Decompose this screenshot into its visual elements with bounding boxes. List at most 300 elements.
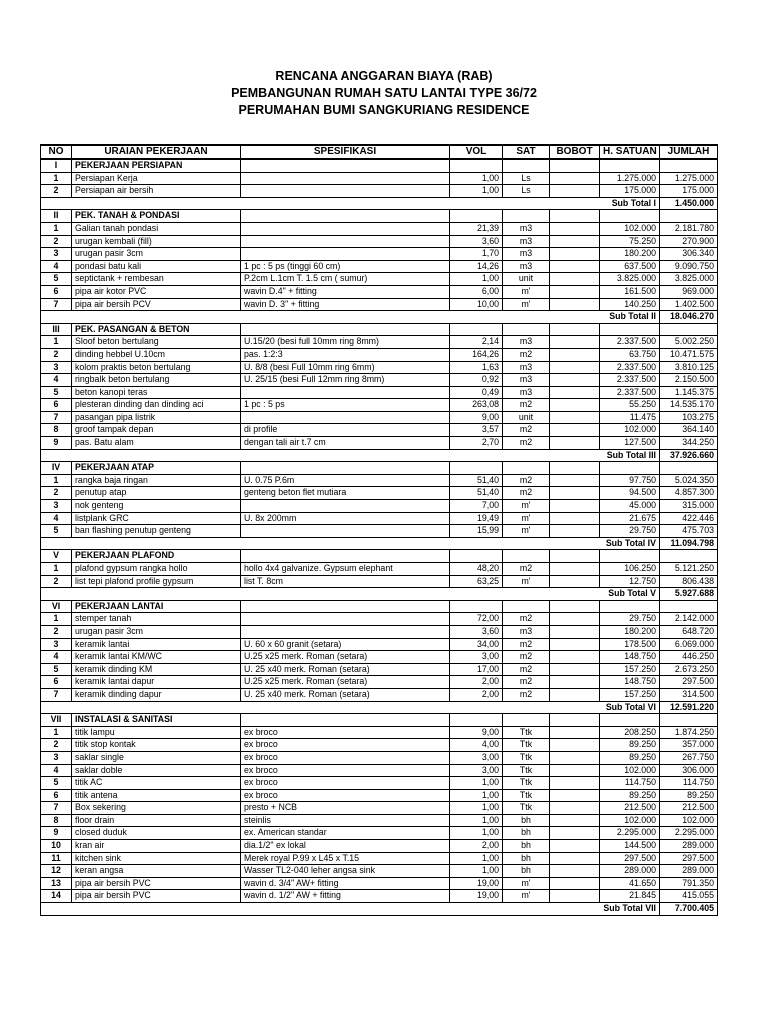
table-row xyxy=(41,563,718,576)
spesifikasi-cell xyxy=(241,462,450,475)
subtotal-row xyxy=(41,537,718,550)
subtotal-row xyxy=(41,903,718,916)
harga-cell: 180.200 xyxy=(600,248,660,261)
sat-cell: Ttk xyxy=(503,764,550,777)
item-number: 6 xyxy=(41,676,72,689)
section-number: VII xyxy=(41,714,72,727)
blank-cell xyxy=(41,588,72,601)
table-row xyxy=(41,500,718,513)
vol-cell: 1,00 xyxy=(450,827,503,840)
uraian-cell: kran air xyxy=(72,840,241,853)
uraian-cell: pipa air kotor PVC xyxy=(72,285,241,298)
vol-cell xyxy=(450,159,503,172)
blank-cell xyxy=(503,588,550,601)
subtotal-value: 1.450.000 xyxy=(660,197,718,210)
blank-cell xyxy=(450,588,503,601)
table-row xyxy=(41,336,718,349)
bobot-cell xyxy=(550,638,600,651)
table-row xyxy=(41,613,718,626)
table-row xyxy=(41,663,718,676)
item-number: 8 xyxy=(41,424,72,437)
spesifikasi-cell: U. 8x 200mm xyxy=(241,512,450,525)
vol-cell: 0,92 xyxy=(450,374,503,387)
jumlah-cell xyxy=(660,159,718,172)
harga-cell: 75.250 xyxy=(600,235,660,248)
sat-cell: m3 xyxy=(503,625,550,638)
bobot-cell xyxy=(550,185,600,198)
bobot-cell xyxy=(550,323,600,336)
uraian-cell: beton kanopi teras xyxy=(72,386,241,399)
sat-cell: m' xyxy=(503,285,550,298)
uraian-cell: nok genteng xyxy=(72,500,241,513)
vol-cell: 164,26 xyxy=(450,348,503,361)
sat-cell: m3 xyxy=(503,260,550,273)
vol-cell: 3,60 xyxy=(450,625,503,638)
jumlah-cell xyxy=(660,210,718,223)
sat-cell: bh xyxy=(503,865,550,878)
table-row xyxy=(41,625,718,638)
bobot-cell xyxy=(550,613,600,626)
harga-cell xyxy=(600,159,660,172)
blank-cell xyxy=(41,903,72,916)
jumlah-cell: 1.874.250 xyxy=(660,726,718,739)
blank-cell xyxy=(41,701,72,714)
rab-table xyxy=(40,144,718,916)
blank-cell xyxy=(241,903,450,916)
jumlah-cell: 2.181.780 xyxy=(660,222,718,235)
harga-cell: 102.000 xyxy=(600,764,660,777)
jumlah-cell: 2.673.250 xyxy=(660,663,718,676)
bobot-cell xyxy=(550,890,600,903)
subtotal-row xyxy=(41,588,718,601)
sat-cell: m' xyxy=(503,890,550,903)
harga-cell: 1.275.000 xyxy=(600,172,660,185)
vol-cell: 7,00 xyxy=(450,500,503,513)
bobot-cell xyxy=(550,260,600,273)
uraian-cell: kitchen sink xyxy=(72,852,241,865)
sat-cell: bh xyxy=(503,814,550,827)
blank-cell xyxy=(72,903,241,916)
harga-cell: 102.000 xyxy=(600,424,660,437)
subtotal-value: 37.926.660 xyxy=(660,449,718,462)
table-row xyxy=(41,348,718,361)
item-number: 13 xyxy=(41,877,72,890)
blank-cell xyxy=(241,588,450,601)
section-row xyxy=(41,600,718,613)
sat-cell: m2 xyxy=(503,424,550,437)
table-row xyxy=(41,374,718,387)
section-title: PEK. PASANGAN & BETON xyxy=(72,323,241,336)
spesifikasi-cell: 1 pc : 5 ps xyxy=(241,399,450,412)
col-header-uraian: URAIAN PEKERJAAN xyxy=(72,145,241,159)
jumlah-cell: 89.250 xyxy=(660,789,718,802)
sat-cell: m2 xyxy=(503,563,550,576)
jumlah-cell: 103.275 xyxy=(660,411,718,424)
jumlah-cell xyxy=(660,323,718,336)
bobot-cell xyxy=(550,500,600,513)
table-row xyxy=(41,487,718,500)
sat-cell: Ttk xyxy=(503,739,550,752)
harga-cell: 157.250 xyxy=(600,663,660,676)
section-number: II xyxy=(41,210,72,223)
vol-cell: 51,40 xyxy=(450,487,503,500)
col-header-harga-satuan: H. SATUAN xyxy=(600,145,660,159)
bobot-cell xyxy=(550,877,600,890)
item-number: 14 xyxy=(41,890,72,903)
sat-cell xyxy=(503,714,550,727)
item-number: 5 xyxy=(41,273,72,286)
spesifikasi-cell xyxy=(241,386,450,399)
bobot-cell xyxy=(550,575,600,588)
subtotal-value: 18.046.270 xyxy=(660,311,718,324)
harga-cell: 89.250 xyxy=(600,739,660,752)
jumlah-cell: 2.142.000 xyxy=(660,613,718,626)
jumlah-cell: 314.500 xyxy=(660,688,718,701)
item-number: 1 xyxy=(41,474,72,487)
spesifikasi-cell: wavin d. 1/2" AW + fitting xyxy=(241,890,450,903)
item-number: 12 xyxy=(41,865,72,878)
item-number: 1 xyxy=(41,336,72,349)
spesifikasi-cell xyxy=(241,500,450,513)
sat-cell xyxy=(503,159,550,172)
jumlah-cell xyxy=(660,550,718,563)
bobot-cell xyxy=(550,210,600,223)
item-number: 4 xyxy=(41,260,72,273)
spesifikasi-cell: ex broco xyxy=(241,726,450,739)
jumlah-cell xyxy=(660,714,718,727)
blank-cell xyxy=(241,197,450,210)
uraian-cell: floor drain xyxy=(72,814,241,827)
blank-cell xyxy=(450,903,503,916)
jumlah-cell: 3.825.000 xyxy=(660,273,718,286)
vol-cell: 6,00 xyxy=(450,285,503,298)
vol-cell: 2,70 xyxy=(450,437,503,450)
harga-cell: 102.000 xyxy=(600,814,660,827)
vol-cell: 9,00 xyxy=(450,726,503,739)
spesifikasi-cell: P.2cm L.1cm T. 1.5 cm ( sumur) xyxy=(241,273,450,286)
section-title: PEK. TANAH & PONDASI xyxy=(72,210,241,223)
uraian-cell: plafond gypsum rangka hollo xyxy=(72,563,241,576)
table-row xyxy=(41,437,718,450)
jumlah-cell: 306.340 xyxy=(660,248,718,261)
location-title: PERUMAHAN BUMI SANGKURIANG RESIDENCE xyxy=(238,103,530,117)
sat-cell: Ttk xyxy=(503,789,550,802)
uraian-cell: keran angsa xyxy=(72,865,241,878)
sat-cell: Ttk xyxy=(503,751,550,764)
blank-cell xyxy=(550,903,600,916)
item-number: 3 xyxy=(41,638,72,651)
spesifikasi-cell: presto + NCB xyxy=(241,802,450,815)
table-row xyxy=(41,688,718,701)
table-row xyxy=(41,361,718,374)
item-number: 9 xyxy=(41,827,72,840)
uraian-cell: keramik lantai xyxy=(72,638,241,651)
jumlah-cell: 297.500 xyxy=(660,676,718,689)
uraian-cell: ban flashing penutup genteng xyxy=(72,525,241,538)
spesifikasi-cell xyxy=(241,613,450,626)
harga-cell: 208.250 xyxy=(600,726,660,739)
harga-cell: 637.500 xyxy=(600,260,660,273)
harga-cell: 148.750 xyxy=(600,651,660,664)
sat-cell xyxy=(503,550,550,563)
bobot-cell xyxy=(550,399,600,412)
spesifikasi-cell: dia.1/2" ex lokal xyxy=(241,840,450,853)
subtotal-row xyxy=(41,449,718,462)
section-title: PEKERJAAN ATAP xyxy=(72,462,241,475)
col-header-vol: VOL xyxy=(450,145,503,159)
item-number: 4 xyxy=(41,512,72,525)
table-header-row xyxy=(41,145,718,159)
item-number: 1 xyxy=(41,172,72,185)
blank-cell xyxy=(450,197,503,210)
harga-cell: 212.500 xyxy=(600,802,660,815)
harga-cell: 55.250 xyxy=(600,399,660,412)
jumlah-cell: 297.500 xyxy=(660,852,718,865)
table-row xyxy=(41,802,718,815)
subtotal-row xyxy=(41,311,718,324)
bobot-cell xyxy=(550,172,600,185)
subtotal-label: Sub Total II xyxy=(600,311,660,324)
jumlah-cell: 2.150.500 xyxy=(660,374,718,387)
table-row xyxy=(41,285,718,298)
spesifikasi-cell xyxy=(241,411,450,424)
vol-cell: 3,57 xyxy=(450,424,503,437)
bobot-cell xyxy=(550,739,600,752)
jumlah-cell: 175.000 xyxy=(660,185,718,198)
blank-cell xyxy=(241,701,450,714)
table-row xyxy=(41,676,718,689)
section-title: INSTALASI & SANITASI xyxy=(72,714,241,727)
uraian-cell: pondasi batu kali xyxy=(72,260,241,273)
table-row xyxy=(41,739,718,752)
bobot-cell xyxy=(550,361,600,374)
vol-cell: 17,00 xyxy=(450,663,503,676)
subtotal-value: 12.591.220 xyxy=(660,701,718,714)
jumlah-cell: 446.250 xyxy=(660,651,718,664)
vol-cell: 3,60 xyxy=(450,235,503,248)
spesifikasi-cell: ex broco xyxy=(241,739,450,752)
spesifikasi-cell xyxy=(241,172,450,185)
jumlah-cell: 315.000 xyxy=(660,500,718,513)
spesifikasi-cell: steinlis xyxy=(241,814,450,827)
vol-cell: 2,14 xyxy=(450,336,503,349)
bobot-cell xyxy=(550,814,600,827)
blank-cell xyxy=(41,311,72,324)
harga-cell: 29.750 xyxy=(600,613,660,626)
harga-cell: 157.250 xyxy=(600,688,660,701)
sat-cell: Ttk xyxy=(503,777,550,790)
vol-cell xyxy=(450,323,503,336)
item-number: 5 xyxy=(41,386,72,399)
table-row xyxy=(41,260,718,273)
blank-cell xyxy=(503,197,550,210)
item-number: 3 xyxy=(41,751,72,764)
spesifikasi-cell: list T. 8cm xyxy=(241,575,450,588)
spesifikasi-cell: dengan tali air t.7 cm xyxy=(241,437,450,450)
item-number: 1 xyxy=(41,222,72,235)
table-row xyxy=(41,512,718,525)
harga-cell: 289.000 xyxy=(600,865,660,878)
jumlah-cell: 1.275.000 xyxy=(660,172,718,185)
uraian-cell: Persiapan air bersih xyxy=(72,185,241,198)
spesifikasi-cell xyxy=(241,714,450,727)
uraian-cell: keramik lantai dapur xyxy=(72,676,241,689)
harga-cell: 29.750 xyxy=(600,525,660,538)
table-row xyxy=(41,575,718,588)
spesifikasi-cell: ex. American standar xyxy=(241,827,450,840)
blank-cell xyxy=(450,449,503,462)
table-row xyxy=(41,298,718,311)
spesifikasi-cell: Wasser TL2-040 leher angsa sink xyxy=(241,865,450,878)
sat-cell: m' xyxy=(503,500,550,513)
spesifikasi-cell xyxy=(241,550,450,563)
vol-cell xyxy=(450,462,503,475)
sat-cell: m' xyxy=(503,512,550,525)
bobot-cell xyxy=(550,852,600,865)
harga-cell xyxy=(600,462,660,475)
spesifikasi-cell: wavin D.4" + fitting xyxy=(241,285,450,298)
vol-cell: 51,40 xyxy=(450,474,503,487)
sat-cell: Ttk xyxy=(503,802,550,815)
spesifikasi-cell: U. 0.75 P.6m xyxy=(241,474,450,487)
table-row xyxy=(41,890,718,903)
spesifikasi-cell: di profile xyxy=(241,424,450,437)
jumlah-cell: 1.145.375 xyxy=(660,386,718,399)
item-number: 8 xyxy=(41,814,72,827)
sat-cell: m2 xyxy=(503,437,550,450)
section-number: I xyxy=(41,159,72,172)
vol-cell: 1,00 xyxy=(450,802,503,815)
vol-cell: 19,49 xyxy=(450,512,503,525)
bobot-cell xyxy=(550,802,600,815)
sat-cell: m3 xyxy=(503,248,550,261)
blank-cell xyxy=(72,197,241,210)
spesifikasi-cell: U. 25 x40 merk. Roman (setara) xyxy=(241,663,450,676)
spesifikasi-cell xyxy=(241,525,450,538)
item-number: 2 xyxy=(41,348,72,361)
sat-cell: m2 xyxy=(503,613,550,626)
spesifikasi-cell: U.25 x25 merk. Roman (setara) xyxy=(241,651,450,664)
uraian-cell: saklar single xyxy=(72,751,241,764)
blank-cell xyxy=(503,537,550,550)
jumlah-cell: 344.250 xyxy=(660,437,718,450)
uraian-cell: urugan pasir 3cm xyxy=(72,248,241,261)
vol-cell: 263,08 xyxy=(450,399,503,412)
section-row xyxy=(41,462,718,475)
harga-cell: 3.825.000 xyxy=(600,273,660,286)
item-number: 7 xyxy=(41,688,72,701)
harga-cell: 89.250 xyxy=(600,789,660,802)
uraian-cell: stemper tanah xyxy=(72,613,241,626)
item-number: 6 xyxy=(41,399,72,412)
jumlah-cell: 415.055 xyxy=(660,890,718,903)
item-number: 7 xyxy=(41,411,72,424)
vol-cell: 2,00 xyxy=(450,840,503,853)
section-number: IV xyxy=(41,462,72,475)
table-row xyxy=(41,273,718,286)
table-row xyxy=(41,789,718,802)
item-number: 11 xyxy=(41,852,72,865)
bobot-cell xyxy=(550,714,600,727)
blank-cell xyxy=(72,449,241,462)
col-header-no: NO xyxy=(41,145,72,159)
item-number: 4 xyxy=(41,374,72,387)
bobot-cell xyxy=(550,865,600,878)
bobot-cell xyxy=(550,273,600,286)
section-number: V xyxy=(41,550,72,563)
item-number: 6 xyxy=(41,285,72,298)
vol-cell: 19,00 xyxy=(450,877,503,890)
spesifikasi-cell: 1 pc : 5 ps (tinggi 60 cm) xyxy=(241,260,450,273)
sat-cell: m2 xyxy=(503,348,550,361)
item-number: 1 xyxy=(41,726,72,739)
vol-cell: 0,49 xyxy=(450,386,503,399)
table-row xyxy=(41,386,718,399)
harga-cell xyxy=(600,323,660,336)
item-number: 2 xyxy=(41,487,72,500)
harga-cell: 127.500 xyxy=(600,437,660,450)
uraian-cell: titik lampu xyxy=(72,726,241,739)
table-row xyxy=(41,865,718,878)
sat-cell: m2 xyxy=(503,676,550,689)
sat-cell: m3 xyxy=(503,222,550,235)
bobot-cell xyxy=(550,726,600,739)
spesifikasi-cell: U. 25/15 (besi Full 12mm ring 8mm) xyxy=(241,374,450,387)
blank-cell xyxy=(550,588,600,601)
spesifikasi-cell: ex broco xyxy=(241,751,450,764)
jumlah-cell: 289.000 xyxy=(660,865,718,878)
sat-cell: m3 xyxy=(503,336,550,349)
harga-cell: 175.000 xyxy=(600,185,660,198)
harga-cell: 148.750 xyxy=(600,676,660,689)
spesifikasi-cell: wavin D. 3" + fitting xyxy=(241,298,450,311)
subtotal-value: 11.094.798 xyxy=(660,537,718,550)
harga-cell: 21.845 xyxy=(600,890,660,903)
uraian-cell: penutup atap xyxy=(72,487,241,500)
sat-cell: m3 xyxy=(503,386,550,399)
harga-cell: 2.337.500 xyxy=(600,386,660,399)
table-body xyxy=(41,159,718,915)
bobot-cell xyxy=(550,550,600,563)
blank-cell xyxy=(550,701,600,714)
harga-cell: 102.000 xyxy=(600,222,660,235)
table-row xyxy=(41,424,718,437)
sat-cell: unit xyxy=(503,273,550,286)
vol-cell: 1,00 xyxy=(450,172,503,185)
vol-cell: 1,00 xyxy=(450,789,503,802)
subtotal-label: Sub Total V xyxy=(600,588,660,601)
vol-cell: 9,00 xyxy=(450,411,503,424)
sat-cell: bh xyxy=(503,852,550,865)
uraian-cell: closed duduk xyxy=(72,827,241,840)
spesifikasi-cell xyxy=(241,600,450,613)
table-row xyxy=(41,840,718,853)
bobot-cell xyxy=(550,386,600,399)
vol-cell: 1,70 xyxy=(450,248,503,261)
vol-cell: 1,63 xyxy=(450,361,503,374)
spesifikasi-cell xyxy=(241,159,450,172)
harga-cell: 63.750 xyxy=(600,348,660,361)
spesifikasi-cell: genteng beton flet mutiara xyxy=(241,487,450,500)
bobot-cell xyxy=(550,374,600,387)
harga-cell: 45.000 xyxy=(600,500,660,513)
jumlah-cell: 4.857.300 xyxy=(660,487,718,500)
sat-cell: m2 xyxy=(503,638,550,651)
table-row xyxy=(41,651,718,664)
section-row xyxy=(41,323,718,336)
vol-cell xyxy=(450,714,503,727)
harga-cell: 161.500 xyxy=(600,285,660,298)
